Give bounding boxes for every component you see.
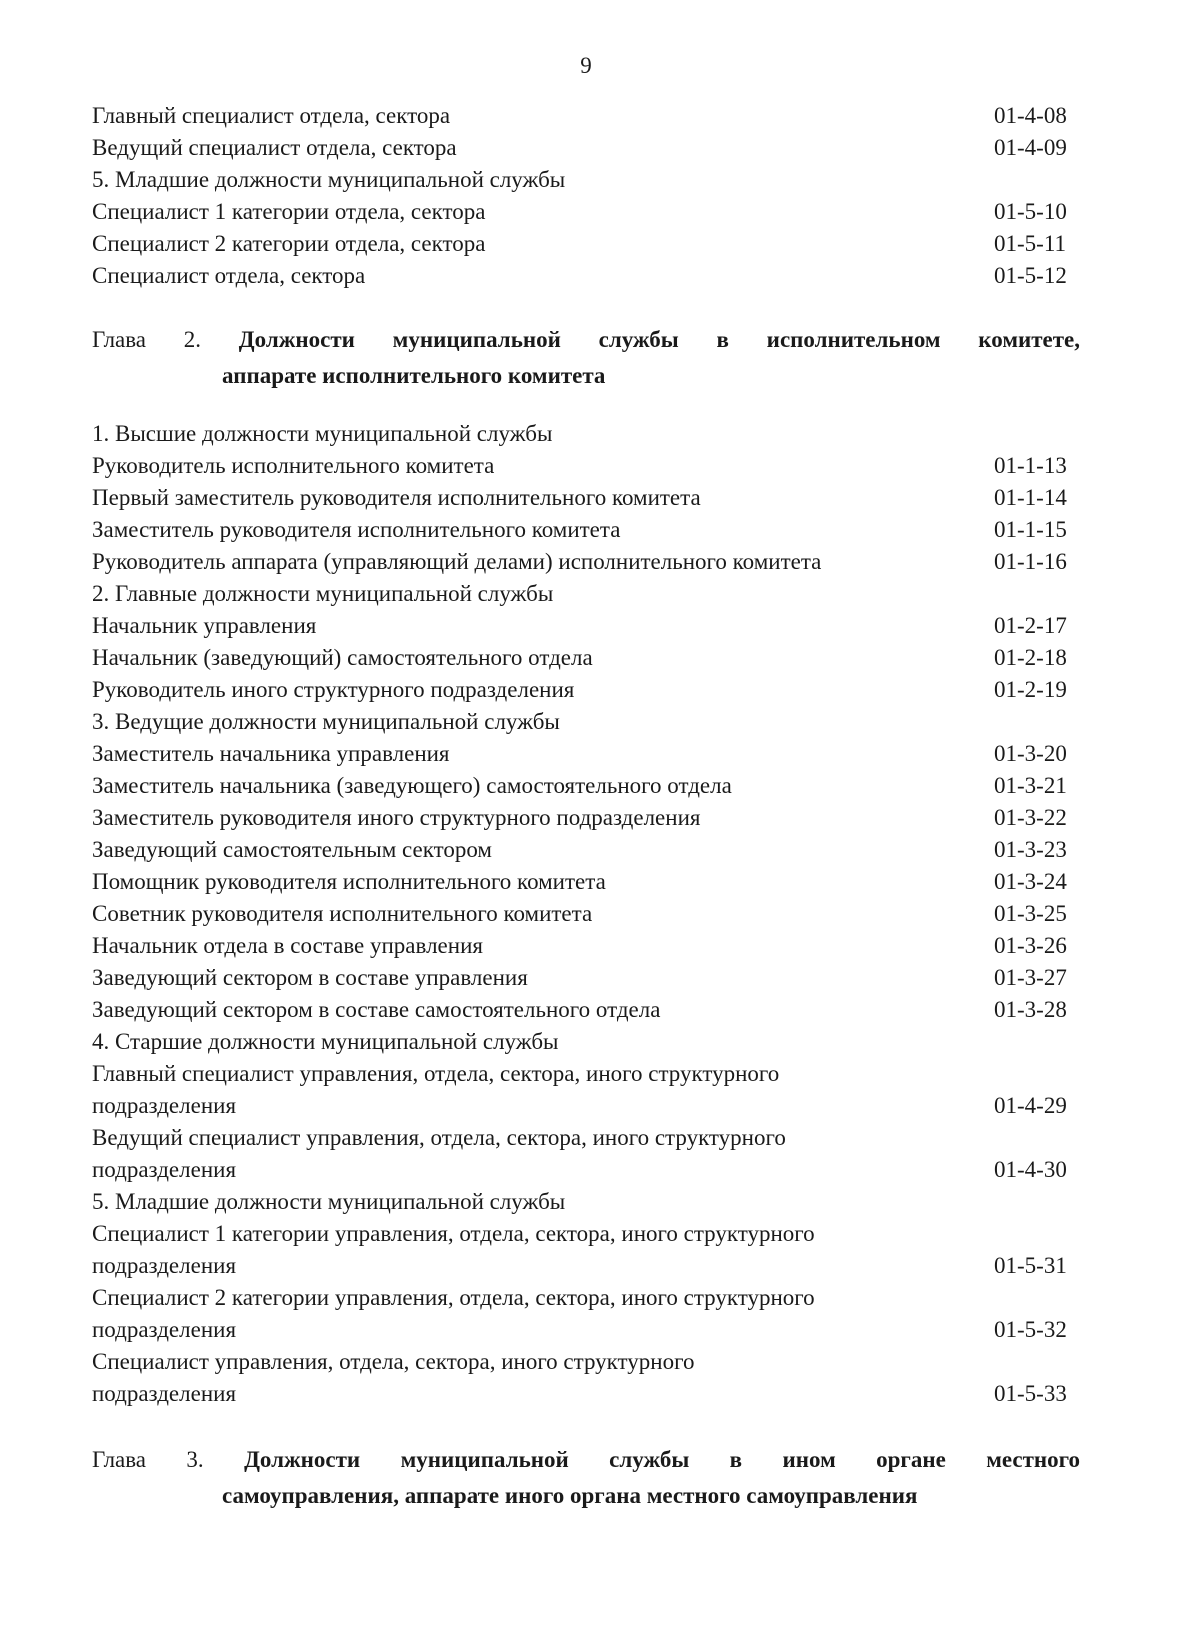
position-title: Специалист 2 категории отдела, сектора xyxy=(92,231,486,256)
position-code: 01-3-24 xyxy=(994,869,1067,894)
chapter-2-title: Должности муниципальной службы в исполнительном комитете, xyxy=(238,327,1081,352)
position-title: Начальник отдела в составе управления xyxy=(92,933,483,958)
position-row xyxy=(92,1122,1080,1186)
position-row xyxy=(92,994,1080,1026)
position-row xyxy=(92,450,1080,482)
position-title: Заведующий сектором в составе управления xyxy=(92,965,528,990)
chapter-3-label: Глава 3. xyxy=(92,1447,204,1472)
position-code: 01-2-18 xyxy=(994,645,1067,670)
chapter-2-heading xyxy=(92,322,1080,394)
position-title: Заместитель начальника (заведующего) самостоятельного отдела xyxy=(92,773,732,798)
group-heading-row xyxy=(92,1186,1080,1218)
position-code: 01-3-23 xyxy=(994,837,1067,862)
position-row xyxy=(92,770,1080,802)
chapter-2-title-continuation: аппарате исполнительного комитета xyxy=(222,363,606,388)
position-row xyxy=(92,514,1080,546)
chapter-3-title-continuation: самоуправления, аппарате иного органа местного самоуправления xyxy=(222,1483,918,1508)
position-code: 01-5-31 xyxy=(994,1253,1067,1278)
position-title: Ведущий специалист отдела, сектора xyxy=(92,135,457,160)
position-row xyxy=(92,132,1080,164)
position-row xyxy=(92,866,1080,898)
position-title: Начальник (заведующий) самостоятельного отдела xyxy=(92,645,593,670)
position-title: Руководитель исполнительного комитета xyxy=(92,453,495,478)
chapter-3-title: Должности муниципальной службы в ином органе местного xyxy=(244,1447,1080,1472)
position-code: 01-5-12 xyxy=(994,263,1067,288)
position-title: Заместитель руководителя исполнительного комитета xyxy=(92,517,621,542)
position-row xyxy=(92,1282,1080,1346)
chapter-3-heading-line-1 xyxy=(92,1442,1080,1478)
position-row xyxy=(92,546,1080,578)
position-code: 01-3-26 xyxy=(994,933,1067,958)
position-code: 01-3-21 xyxy=(994,773,1067,798)
group-heading-text: 5. Младшие должности муниципальной службы xyxy=(92,167,566,192)
position-code: 01-5-32 xyxy=(994,1317,1067,1342)
position-row xyxy=(92,100,1080,132)
position-row xyxy=(92,674,1080,706)
position-code: 01-1-15 xyxy=(994,517,1067,542)
position-code: 01-4-29 xyxy=(994,1093,1067,1118)
position-row xyxy=(92,1346,1080,1410)
position-title: Специалист 1 категории отдела, сектора xyxy=(92,199,486,224)
chapter-2-heading-line-1 xyxy=(92,322,1080,358)
position-code: 01-3-28 xyxy=(994,997,1067,1022)
position-row xyxy=(92,834,1080,866)
position-title: Начальник управления xyxy=(92,613,317,638)
chapter-3-heading xyxy=(92,1442,1080,1514)
position-title: Специалист 2 категории управления, отдела, сектора, иного структурного подразделения xyxy=(92,1285,815,1342)
position-title: Заместитель руководителя иного структурного подразделения xyxy=(92,805,701,830)
position-row xyxy=(92,962,1080,994)
position-code: 01-4-30 xyxy=(994,1157,1067,1182)
position-code: 01-1-13 xyxy=(994,453,1067,478)
position-row xyxy=(92,642,1080,674)
group-heading-row xyxy=(92,418,1080,450)
position-title: Заместитель начальника управления xyxy=(92,741,450,766)
position-row xyxy=(92,482,1080,514)
group-heading-row xyxy=(92,578,1080,610)
position-row xyxy=(92,898,1080,930)
position-code: 01-4-08 xyxy=(994,103,1067,128)
position-title: Заведующий сектором в составе самостоятельного отдела xyxy=(92,997,661,1022)
position-title: Главный специалист управления, отдела, сектора, иного структурного подразделения xyxy=(92,1061,780,1118)
position-code: 01-5-33 xyxy=(994,1381,1067,1406)
position-title: Руководитель иного структурного подразделения xyxy=(92,677,575,702)
group-heading-row xyxy=(92,1026,1080,1058)
group-heading-row xyxy=(92,164,1080,196)
position-title: Помощник руководителя исполнительного комитета xyxy=(92,869,606,894)
position-row xyxy=(92,738,1080,770)
position-code: 01-1-16 xyxy=(994,549,1067,574)
group-heading-text: 2. Главные должности муниципальной службы xyxy=(92,581,554,606)
position-code: 01-4-09 xyxy=(994,135,1067,160)
position-code: 01-2-19 xyxy=(994,677,1067,702)
group-heading-text: 5. Младшие должности муниципальной службы xyxy=(92,1189,566,1214)
position-row xyxy=(92,930,1080,962)
position-title: Специалист управления, отдела, сектора, иного структурного подразделения xyxy=(92,1349,695,1406)
position-list-chapter-2 xyxy=(92,418,1080,1410)
position-row xyxy=(92,1218,1080,1282)
position-row xyxy=(92,260,1080,292)
position-row xyxy=(92,228,1080,260)
position-title: Руководитель аппарата (управляющий делами) исполнительного комитета xyxy=(92,549,822,574)
position-title: Главный специалист отдела, сектора xyxy=(92,103,451,128)
position-list-top xyxy=(92,100,1080,292)
position-code: 01-5-11 xyxy=(994,231,1066,256)
chapter-2-label: Глава 2. xyxy=(92,327,202,352)
group-heading-row xyxy=(92,706,1080,738)
position-code: 01-3-27 xyxy=(994,965,1067,990)
position-row xyxy=(92,1058,1080,1122)
group-heading-text: 4. Старшие должности муниципальной службы xyxy=(92,1029,559,1054)
position-code: 01-5-10 xyxy=(994,199,1067,224)
position-code: 01-2-17 xyxy=(994,613,1067,638)
page-number: 9 xyxy=(580,53,592,78)
position-title: Заведующий самостоятельным сектором xyxy=(92,837,492,862)
position-code: 01-1-14 xyxy=(994,485,1067,510)
position-title: Специалист отдела, сектора xyxy=(92,263,366,288)
position-code: 01-3-22 xyxy=(994,805,1067,830)
position-row xyxy=(92,196,1080,228)
position-row xyxy=(92,610,1080,642)
group-heading-text: 1. Высшие должности муниципальной службы xyxy=(92,421,553,446)
position-title: Советник руководителя исполнительного комитета xyxy=(92,901,593,926)
position-row xyxy=(92,802,1080,834)
position-title: Первый заместитель руководителя исполнительного комитета xyxy=(92,485,701,510)
position-title: Специалист 1 категории управления, отдела, сектора, иного структурного подразделения xyxy=(92,1221,815,1278)
position-code: 01-3-25 xyxy=(994,901,1067,926)
position-code: 01-3-20 xyxy=(994,741,1067,766)
position-title: Ведущий специалист управления, отдела, сектора, иного структурного подразделения xyxy=(92,1125,786,1182)
group-heading-text: 3. Ведущие должности муниципальной службы xyxy=(92,709,560,734)
